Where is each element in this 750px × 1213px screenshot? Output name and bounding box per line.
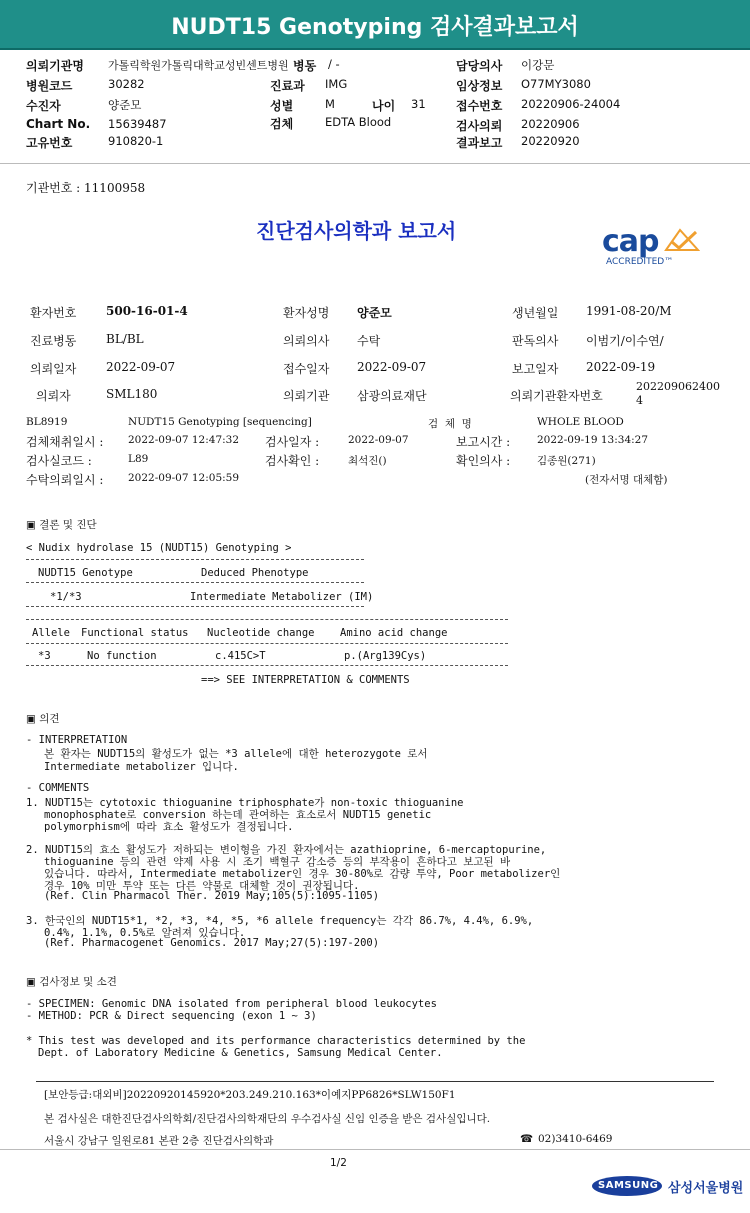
confirm-doc-value: 김종원(271)	[537, 455, 596, 467]
method-text: - METHOD: PCR & Direct sequencing (exon 1 ~ 3)	[26, 1010, 317, 1022]
col-amino: Amino acid change	[340, 627, 448, 639]
consign-value: 2022-09-07 12:05:59	[128, 472, 240, 484]
dashed-line	[26, 665, 508, 666]
dashed-line	[26, 582, 364, 583]
dept-value: IMG	[325, 77, 348, 91]
col-phenotype: Deduced Phenotype	[201, 567, 309, 579]
col-functional: Functional status	[81, 627, 189, 639]
doctor-value: 이강문	[521, 58, 555, 72]
unique-value: 910820-1	[108, 134, 164, 148]
functional-value: No function	[87, 650, 157, 662]
exam-date-value: 2022-09-07	[348, 434, 409, 446]
dashed-line	[26, 606, 364, 607]
pt-ward-label: 진료병동	[30, 334, 77, 348]
cap-text: cap	[602, 224, 659, 259]
see-interpretation: ==> SEE INTERPRETATION & COMMENTS	[201, 674, 410, 686]
dob-value: 1991-08-20/M	[586, 304, 672, 318]
reader-label: 판독의사	[512, 334, 559, 348]
specimen-label: 검체	[270, 117, 294, 131]
patient-name-value: 양준모	[357, 306, 392, 320]
dashed-line	[26, 643, 508, 644]
dev-line: Dept. of Laboratory Medicine & Genetics, Samsung Medical Center.	[38, 1047, 443, 1059]
confirm-value: 최석진()	[348, 455, 387, 467]
specimen-text: - SPECIMEN: Genomic DNA isolated from peripheral blood leukocytes	[26, 998, 437, 1010]
comment-line: 0.4%, 1.1%, 0.5%로 알려져 있습니다.	[44, 927, 246, 939]
rep-date-value: 2022-09-19	[586, 360, 656, 374]
phenotype-value: Intermediate Metabolizer (IM)	[190, 591, 374, 603]
dev-line: * This test was developed and its performance characteristics determined by the	[26, 1035, 526, 1047]
comment-line: 2. NUDT15의 효소 활성도가 저하되는 변이형을 가진 환자에서는 azathioprine, 6-mercaptopurine,	[26, 844, 547, 856]
comment-line: (Ref. Clin Pharmacol Ther. 2019 May;105(5):1095-1105)	[44, 890, 380, 902]
interp-line: 본 환자는 NUDT15의 활성도가 없는 *3 allele에 대한 heterozygote 로서	[44, 748, 428, 760]
hospital-code-value: 30282	[108, 77, 145, 91]
hospital-name: 삼성서울병원	[668, 1181, 744, 1196]
comment-line: 3. 한국인의 NUDT15*1, *2, *3, *4, *5, *6 allele frequency는 각각 86.7%, 4.4%, 6.9%,	[26, 915, 534, 927]
request-label: 검사의뢰	[456, 119, 503, 133]
patient-no-value: 500-16-01-4	[106, 304, 188, 318]
col-allele: Allele	[32, 627, 70, 639]
requester-value: SML180	[106, 387, 158, 401]
recv-date-label: 접수일자	[283, 362, 330, 376]
report-value: 20220920	[521, 134, 580, 148]
ward-label: 병동	[293, 59, 317, 73]
clinical-value: O77MY3080	[521, 77, 591, 91]
amino-value: p.(Arg139Cys)	[344, 650, 427, 662]
document-title: NUDT15 Genotyping 검사결과보고서	[171, 15, 579, 40]
report-label: 결과보고	[456, 136, 503, 150]
clinical-label: 임상정보	[456, 79, 503, 93]
inst-pt-value-1: 202209062400	[636, 380, 720, 393]
comment-line: (Ref. Pharmacogenet Genomics. 2017 May;27(5):197-200)	[44, 937, 380, 949]
pt-ward-value: BL/BL	[106, 332, 144, 346]
page-number: 1/2	[330, 1157, 347, 1169]
sex-value: M	[325, 97, 335, 111]
age-value: 31	[411, 97, 426, 111]
test-specimen-value: WHOLE BLOOD	[537, 416, 624, 428]
method-section-title: ▣ 검사정보 및 소견	[26, 976, 117, 988]
cap-accredited-text: ACCREDITED™	[606, 257, 674, 267]
req-date-value: 2022-09-07	[106, 360, 176, 374]
age-label: 나이	[372, 99, 396, 113]
dept-label: 진료과	[270, 79, 305, 93]
receipt-label: 접수번호	[456, 99, 503, 113]
phone-number: 02)3410-6469	[538, 1133, 613, 1145]
patient-no-label: 환자번호	[30, 306, 77, 320]
report-time-label: 보고시간 :	[456, 435, 511, 449]
opinion-section-title: ▣ 의견	[26, 713, 60, 725]
interp-head: - INTERPRETATION	[26, 734, 128, 746]
comment-line: monophosphate로 conversion 하는데 관여하는 효소로서 NUDT15 genetic	[44, 809, 432, 821]
comment-line: polymorphism에 따라 효소 활성도가 결정됩니다.	[44, 821, 294, 833]
recv-date-value: 2022-09-07	[357, 360, 427, 374]
req-date-label: 의뢰일자	[30, 362, 77, 376]
security-line: [보안등급:대외비]20220920145920*203.249.210.163*이예지PP6826*SLW150F1	[44, 1089, 456, 1101]
confirm-label: 검사확인 :	[265, 454, 320, 468]
report-time-value: 2022-09-19 13:34:27	[537, 434, 649, 446]
specimen-value: EDTA Blood	[325, 115, 392, 129]
col-genotype: NUDT15 Genotype	[38, 567, 133, 579]
req-doctor-label: 의뢰의사	[283, 334, 330, 348]
dashed-line	[26, 559, 364, 560]
col-nucleotide: Nucleotide change	[207, 627, 315, 639]
inst-pt-label: 의뢰기관환자번호	[510, 389, 603, 403]
cert-line: 본 검사실은 대한진단검사의학회/진단검사의학재단의 우수검사실 신임 인증을 받은 검사실입니다.	[44, 1113, 491, 1125]
report-title: 진단검사의학과 보고서	[256, 219, 457, 243]
reader-value: 이범기/이수연/	[586, 334, 664, 348]
phone-icon: ☎	[520, 1133, 534, 1145]
test-name: NUDT15 Genotyping [sequencing]	[128, 416, 312, 428]
dashed-line	[26, 619, 508, 620]
comment-line: 1. NUDT15는 cytotoxic thioguanine triphosphate가 non-toxic thioguanine	[26, 797, 464, 809]
footer-bottom-line	[0, 1149, 750, 1150]
result-heading: < Nudix hydrolase 15 (NUDT15) Genotyping >	[26, 542, 292, 554]
test-code: BL8919	[26, 416, 68, 428]
dob-label: 생년월일	[512, 306, 559, 320]
genotype-value: *1/*3	[50, 591, 82, 603]
interp-line: Intermediate metabolizer 입니다.	[44, 761, 239, 773]
consign-label: 수탁의뢰일시 :	[26, 473, 104, 487]
allele-value: *3	[38, 650, 51, 662]
requester-label: 의뢰자	[36, 389, 71, 403]
patient-name-label: 환자성명	[283, 306, 330, 320]
exam-date-label: 검사일자 :	[265, 435, 320, 449]
institution-label: 의뢰기관명	[26, 59, 84, 73]
receipt-value: 20220906-24004	[521, 97, 621, 111]
esign-note: (전자서명 대체함)	[585, 474, 668, 486]
chart-label: Chart No.	[26, 117, 91, 131]
info-separator	[0, 163, 750, 164]
patient-value: 양준모	[108, 98, 142, 112]
doctor-label: 담당의사	[456, 59, 503, 73]
rep-date-label: 보고일자	[512, 362, 559, 376]
institution-value: 가톨릭학원가톨릭대학교성빈센트병원	[108, 59, 289, 72]
patient-label: 수진자	[26, 99, 61, 113]
footer-separator	[36, 1081, 714, 1082]
hospital-code-label: 병원코드	[26, 79, 73, 93]
chart-value: 15639487	[108, 117, 167, 131]
ward-value: / -	[328, 57, 340, 71]
cap-check-icon	[664, 228, 700, 254]
samsung-text: SAMSUNG	[598, 1180, 659, 1191]
request-value: 20220906	[521, 117, 580, 131]
inst-pt-value-2: 4	[636, 394, 643, 407]
cap-accredited-logo	[598, 224, 708, 270]
result-section-title: ▣ 결론 및 진단	[26, 519, 97, 531]
unique-label: 고유번호	[26, 136, 73, 150]
comment-line: thioguanine 등의 관련 약제 사용 시 조기 백혈구 감소증 등의 부작용이 흔하다고 보고된 바	[44, 856, 511, 868]
test-specimen-label: 검 체 명	[428, 418, 472, 430]
comment-line: 경우 10% 미만 투약 또는 다른 약물로 대체할 것이 권장됩니다.	[44, 880, 360, 892]
nucleotide-value: c.415C>T	[215, 650, 266, 662]
req-doctor-value: 수탁	[357, 334, 381, 348]
comment-line: 있습니다. 따라서, Intermediate metabolizer인 경우 30-80%로 감량 투약, Poor metabolizer인	[44, 868, 561, 880]
institution-number: 기관번호 : 11100958	[26, 181, 146, 195]
req-inst-label: 의뢰기관	[283, 389, 330, 403]
address-line: 서울시 강남구 일원로81 본관 2층 진단검사의학과	[44, 1135, 274, 1147]
req-inst-value: 삼광의료재단	[357, 389, 427, 403]
room-value: L89	[128, 453, 149, 465]
room-label: 검사실코드 :	[26, 454, 92, 468]
collect-value: 2022-09-07 12:47:32	[128, 434, 240, 446]
sex-label: 성별	[270, 99, 294, 113]
confirm-doc-label: 확인의사 :	[456, 454, 511, 468]
collect-label: 검체채취일시 :	[26, 435, 104, 449]
comments-head: - COMMENTS	[26, 782, 90, 794]
